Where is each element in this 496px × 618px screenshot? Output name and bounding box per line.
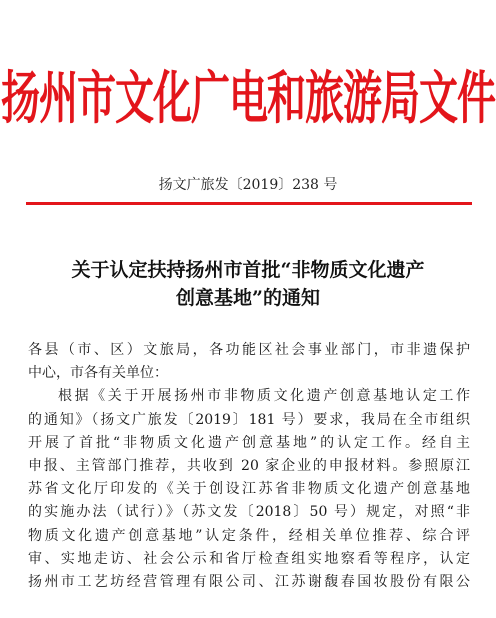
notice-title <box>20 256 476 312</box>
body-line: 根据《关于开展扬州市非物质文化遗产创意基地认定工作 <box>58 388 470 405</box>
body-line: 物质文化遗产创意基地”认定条件，经相关单位推荐、综合评 <box>28 527 470 544</box>
body-line: 审、实地走访、社会公示和省厅检查组实地察看等程序，认定 <box>28 550 470 567</box>
body-line: 中心，市各有关单位： <box>28 365 168 382</box>
body-line: 的通知》（扬文广旅发〔2019〕181 号）要求，我局在全市组织 <box>28 411 470 428</box>
body-line: 各县（市、区）文旅局，各功能区社会事业部门，市非遗保护 <box>28 342 470 358</box>
body-line: 苏省文化厅印发的《关于创设江苏省非物质文化遗产创意基地 <box>28 481 470 498</box>
body-line: 开展了首批“非物质文化遗产创意基地”的认定工作。经自主 <box>28 434 470 451</box>
notice-body <box>28 339 470 594</box>
notice-title-line-2: 创意基地”的通知 <box>176 287 320 309</box>
document-number: 扬文广旅发〔2019〕238 号 <box>158 177 338 193</box>
red-divider-line <box>26 202 472 205</box>
notice-title-line-1: 关于认定扶持扬州市首批“非物质文化遗产 <box>71 259 425 281</box>
issuing-office-header: 扬州市文化广电和旅游局文件 <box>0 65 495 132</box>
body-line: 扬州市工艺坊经营管理有限公司、江苏谢馥春国妆股份有限公 <box>28 574 470 591</box>
body-line: 申报、主管部门推荐，共收到 20 家企业的申报材料。参照原江 <box>28 458 470 475</box>
body-line: 的实施办法（试行）》（苏文发〔2018〕50 号）规定，对照“非 <box>28 504 470 521</box>
